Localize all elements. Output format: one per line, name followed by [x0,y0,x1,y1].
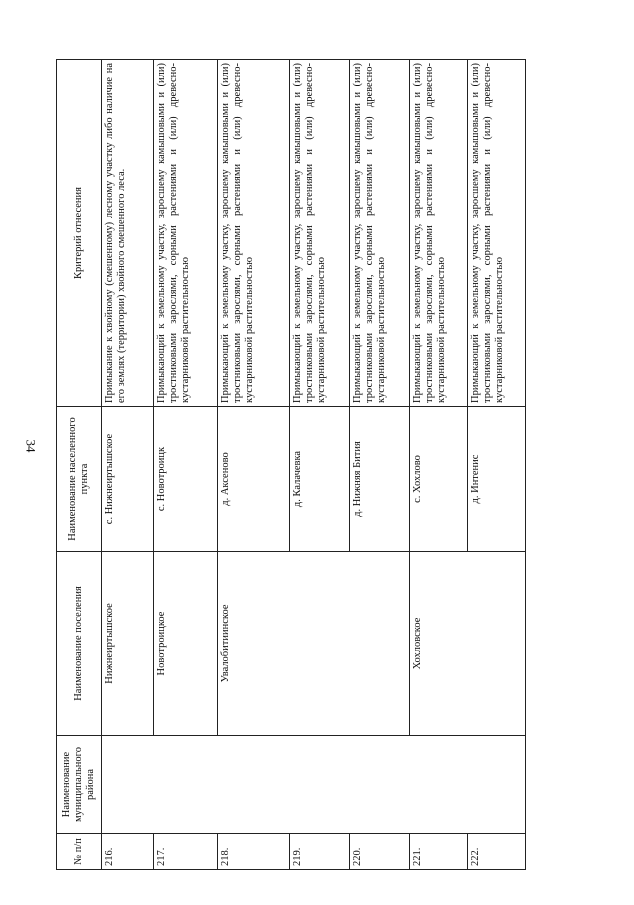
criterion-cell: Примыкающий к земельному участку, заросшему камышовыми и (или) тростниковыми зарослями, сорными растениями и (или) древесно-кустарниковой растительностью [218,60,290,407]
criterion-cell: Примыкающий к земельному участку, заросшему камышовыми и (или) тростниковыми зарослями, сорными растениями и (или) древесно-кустарниковой растительностью [468,60,526,407]
settlement-cell: Новотроицкое [154,552,218,736]
locality-cell: д. Нижняя Бития [350,407,410,552]
row-num: 216. [102,834,154,870]
district-cell [102,736,526,834]
page-number: 34 [23,439,39,453]
row-num: 219. [290,834,350,870]
settlement-cell: Хохловское [410,552,526,736]
criterion-cell: Примыкающий к земельному участку, заросшему камышовыми и (или) тростниковыми зарослями, сорными растениями и (или) древесно-кустарниковой растительностью [350,60,410,407]
criterion-cell: Примыкающий к земельному участку, заросшему камышовыми и (или) тростниковыми зарослями, сорными растениями и (или) древесно-кустарниковой растительностью [154,60,218,407]
locality-cell: д. Аксеново [218,407,290,552]
settlement-cell: Нижнеиртышское [102,552,154,736]
header-criterion: Критерий отнесения [57,60,102,407]
locality-cell: с. Новотроицк [154,407,218,552]
table-row [102,60,154,870]
table-header-row [57,60,102,870]
header-district: Наименование муниципального района [57,736,102,834]
rotated-table-container [56,60,504,870]
locality-cell: с. Нижнеиртышское [102,407,154,552]
criterion-cell: Примыкание к хвойному (смешенному) лесному участку либо наличие на его землях (территории) хвойного смешенного леса. [102,60,154,407]
criterion-cell: Примыкающий к земельному участку, заросшему камышовыми и (или) тростниковыми зарослями, сорными растениями и (или) древесно-кустарниковой растительностью [290,60,350,407]
row-num: 220. [350,834,410,870]
row-num: 217. [154,834,218,870]
locality-cell: с. Хохлово [410,407,468,552]
header-settlement: Наименование поселения [57,552,102,736]
criterion-cell: Примыкающий к земельному участку, заросшему камышовыми и (или) тростниковыми зарослями, сорными растениями и (или) древесно-кустарниковой растительностью [410,60,468,407]
header-locality: Наименование населенного пункта [57,407,102,552]
locality-cell: д. Калачевка [290,407,350,552]
settlement-cell: Увалобитиинское [218,552,410,736]
row-num: 222. [468,834,526,870]
locality-criteria-table [56,59,526,870]
header-num: № п/п [57,834,102,870]
row-num: 218. [218,834,290,870]
row-num: 221. [410,834,468,870]
locality-cell: д. Интенис [468,407,526,552]
